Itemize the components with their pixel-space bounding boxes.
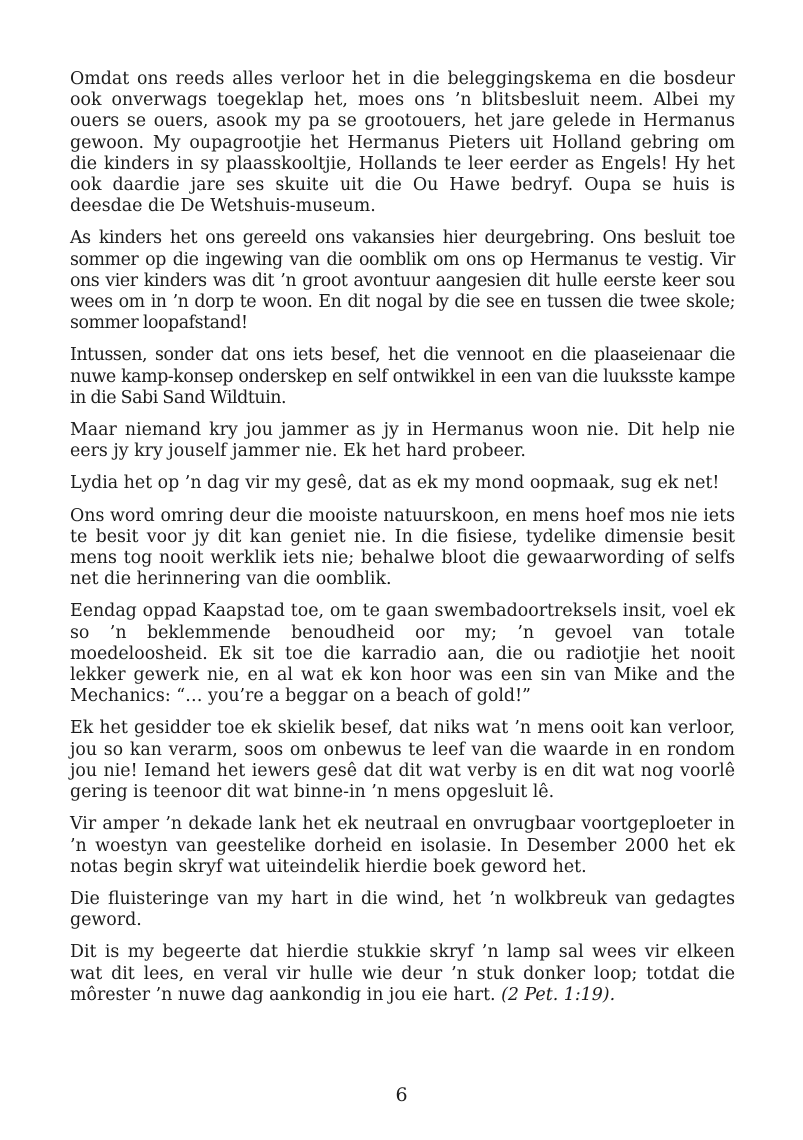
body-text: [70, 69, 735, 1017]
paragraph-11: [70, 942, 735, 1006]
paragraph-8: Ek het gesidder toe ek skielik besef, dat niks wat ’n mens ooit kan verloor, jou so kan verarm, soos om onbewus te leef van die waarde in en rondom jou nie! Iemand het iewers gesê dat dit wat verby is en dit wat nog voorlê gering is teenoor dit wat binne-in ’n mens opgesluit lê.: [70, 718, 735, 803]
paragraph-10: Die fluisteringe van my hart in die wind, het ’n wolkbreuk van gedagtes geword.: [70, 888, 735, 931]
paragraph-7: Eendag oppad Kaapstad toe, om te gaan swembadoortreksels insit, voel ek so ’n beklemmende benoudheid oor my; ’n gevoel van totale moedeloosheid. Ek sit toe die karradio aan, die ou radiotjie het nooit lekker gewerk nie, en al wat ek kon hoor was een sin van Mike and the Mechanics: “… you’re a beggar on a beach of gold!”: [70, 601, 735, 707]
paragraph-5: Lydia het op ’n dag vir my gesê, dat as ek my mond oopmaak, sug ek net!: [70, 473, 720, 494]
paragraph-3: Intussen, sonder dat ons iets besef, het die vennoot en die plaaseienaar die nuwe kamp-konsep onderskep en self ontwikkel in een van die luuksste kampe in die Sabi Sand Wildtuin.: [70, 345, 735, 408]
paragraph-9: Vir amper ’n dekade lank het ek neutraal en onvrugbaar voortgeploeter in ’n woestyn van geestelike dorheid en isolasie. In Desember 2000 het ek notas begin skryf wat uiteindelik hierdie boek geword het.: [70, 814, 735, 877]
paragraph-2: As kinders het ons gereeld ons vakansies hier deurgebring. Ons besluit toe sommer op die ingewing van die oomblik om ons op Hermanus te vestig. Vir ons vier kinders was dit ’n groot avontuur aangesien dit hulle eerste keer sou wees om in ’n dorp te woon. En dit nogal by die see en tussen die twee skole; sommer loopafstand!: [70, 228, 735, 334]
scripture-citation: (2 Pet. 1:19).: [501, 984, 616, 1005]
paragraph-4: Maar niemand kry jou jammer as jy in Hermanus woon nie. Dit help nie eers jy kry jouself jammer nie. Ek het hard probeer.: [70, 420, 735, 462]
page-number: 6: [395, 1084, 408, 1106]
paragraph-6: Ons word omring deur die mooiste natuurskoon, en mens hoef mos nie iets te besit voor jy dit kan geniet nie. In die fisiese, tydelike dimensie besit mens tog nooit werklik iets nie; behalwe bloot die gewaarwording of selfs net die herinnering van die oomblik.: [70, 505, 735, 590]
paragraph-1: Omdat ons reeds alles verloor het in die beleggingskema en die bosdeur ook onverwags toegeklap het, moes ons ’n blitsbesluit neem. Albei my ouers se ouers, asook my pa se grootouers, het jare gelede in Hermanus gewoon. My oupagrootjie het Hermanus Pieters uit Holland gebring om die kinders in sy plaasskooltjie, Hollands te leer eerder as Engels! Hy het ook daardie jare ses skuite uit die Ou Hawe bedryf. Oupa se huis is deesdae die De Wetshuis-museum.: [70, 69, 735, 217]
paragraph-11-text: Dit is my begeerte dat hierdie stukkie skryf ’n lamp sal wees vir elkeen wat dit lees, en veral vir hulle wie deur ’n stuk donker loop; totdat die môrester ’n nuwe dag aankondig in jou eie hart.: [70, 942, 735, 1005]
